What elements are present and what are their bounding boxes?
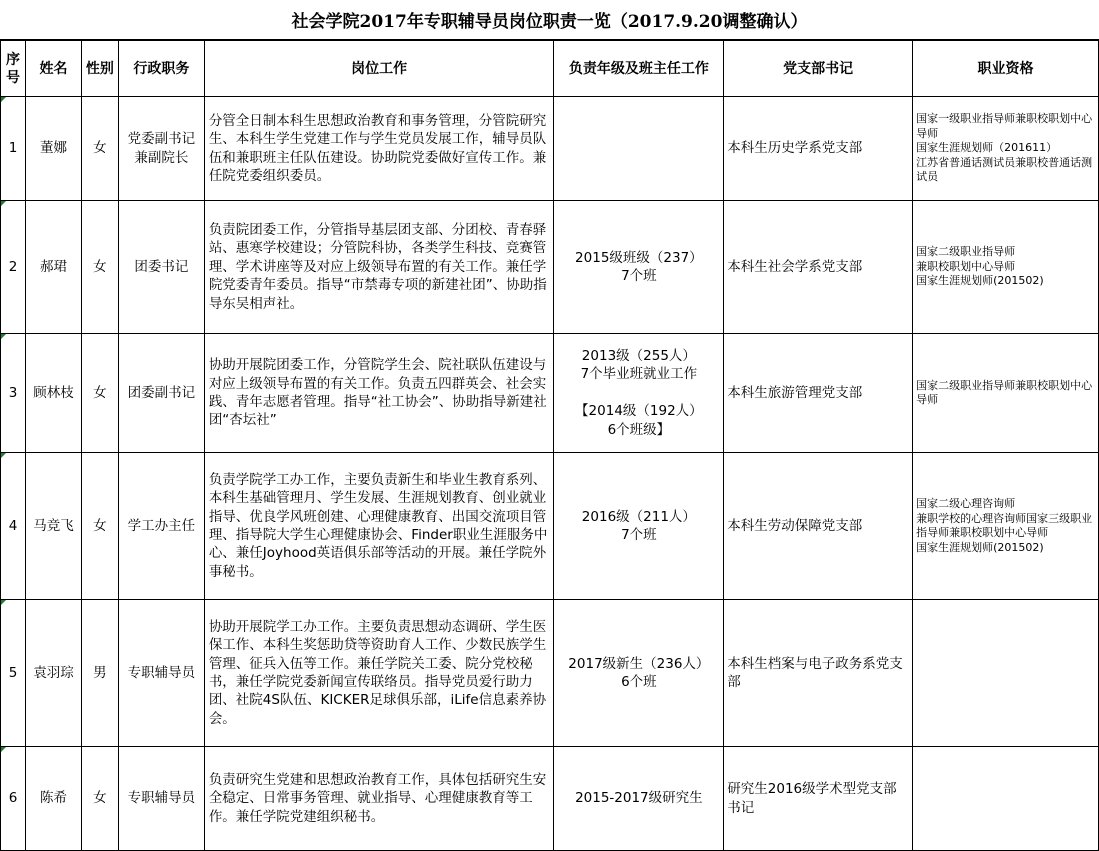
- cell-party[interactable]: 本科生旅游管理党支部: [724, 334, 913, 453]
- cell-name[interactable]: 董娜: [25, 97, 81, 201]
- cell-gender[interactable]: 男: [81, 600, 118, 747]
- cell-grade[interactable]: 2017级新生（236人） 6个班: [554, 600, 724, 747]
- cell-party[interactable]: 研究生2016级学术型党支部书记: [724, 747, 913, 851]
- table-row: [1, 97, 1099, 201]
- cell-no[interactable]: 2: [1, 201, 26, 334]
- table-row: [1, 334, 1099, 453]
- cell-duty[interactable]: 负责院团委工作，分管指导基层团支部、分团校、青春驿站、惠寒学校建设；分管院科协，各类学生科技、竞赛管理、学术讲座等及对应上级领导布置的有关工作。兼任学院党委青年委员。指导“市禁毒专项的新建社团”、协助指导东吴相声社。: [204, 201, 554, 334]
- cell-grade[interactable]: 2015级班级（237） 7个班: [554, 201, 724, 334]
- cell-grade[interactable]: [554, 97, 724, 201]
- header-party: 党支部书记: [724, 41, 913, 97]
- cell-gender[interactable]: 女: [81, 201, 118, 334]
- cell-no[interactable]: 3: [1, 334, 26, 453]
- cell-position[interactable]: 学工办主任: [118, 453, 204, 600]
- cell-name[interactable]: 袁羽琮: [25, 600, 81, 747]
- cell-gender[interactable]: 女: [81, 747, 118, 851]
- cell-qual[interactable]: 国家一级职业指导师兼职校职划中心导师 国家生涯规划师（201611） 江苏省普通话测试员兼职校普通话测试员: [913, 97, 1099, 201]
- header-duty: 岗位工作: [204, 41, 554, 97]
- cell-gender[interactable]: 女: [81, 334, 118, 453]
- cell-qual[interactable]: 国家二级职业指导师兼职校职划中心导师: [913, 334, 1099, 453]
- cell-gender[interactable]: 女: [81, 453, 118, 600]
- cell-position[interactable]: 党委副书记兼副院长: [118, 97, 204, 201]
- cell-party[interactable]: 本科生历史学系党支部: [724, 97, 913, 201]
- cell-party[interactable]: 本科生社会学系党支部: [724, 201, 913, 334]
- cell-duty[interactable]: 分管全日制本科生思想政治教育和事务管理，分管院研究生、本科生学生党建工作与学生党员发展工作，辅导员队伍和兼职班主任队伍建设。协助院党委做好宣传工作。兼任院党委组织委员。: [204, 97, 554, 201]
- cell-qual[interactable]: [913, 600, 1099, 747]
- header-qual: 职业资格: [913, 41, 1099, 97]
- header-grade: 负责年级及班主任工作: [554, 41, 724, 97]
- cell-no[interactable]: 4: [1, 453, 26, 600]
- table-row: [1, 453, 1099, 600]
- cell-no[interactable]: 6: [1, 747, 26, 851]
- cell-duty[interactable]: 协助开展院团委工作，分管院学生会、院社联队伍建设与对应上级领导布置的有关工作。负责五四群英会、社会实践、青年志愿者管理。指导“社工协会”、协助指导新建社团“杏坛社”: [204, 334, 554, 453]
- cell-grade[interactable]: 2013级（255人） 7个毕业班就业工作 【2014级（192人） 6个班级】: [554, 334, 724, 453]
- header-position: 行政职务: [118, 41, 204, 97]
- cell-grade[interactable]: 2015-2017级研究生: [554, 747, 724, 851]
- cell-position[interactable]: 团委书记: [118, 201, 204, 334]
- table-row: [1, 201, 1099, 334]
- cell-grade[interactable]: 2016级（211人） 7个班: [554, 453, 724, 600]
- cell-qual[interactable]: [913, 747, 1099, 851]
- duty-table: [0, 40, 1099, 851]
- cell-qual[interactable]: 国家二级职业指导师 兼职校职划中心导师 国家生涯规划师(201502): [913, 201, 1099, 334]
- cell-party[interactable]: 本科生劳动保障党支部: [724, 453, 913, 600]
- cell-duty[interactable]: 协助开展院学工办工作。主要负责思想动态调研、学生医保工作、本科生奖惩助贷等资助育人工作、少数民族学生管理、征兵入伍等工作。兼任学院关工委、院分党校秘书，兼任学院党委新闻宣传联络员。指导党员爱行助力团、社院4S队伍、KICKER足球俱乐部，iLife信息素养协会。: [204, 600, 554, 747]
- header-no: 序号: [1, 41, 26, 97]
- header-gender: 性别: [81, 41, 118, 97]
- cell-no[interactable]: 1: [1, 97, 26, 201]
- cell-duty[interactable]: 负责学院学工办工作，主要负责新生和毕业生教育系列、本科生基础管理月、学生发展、生涯规划教育、创业就业指导、优良学风班创建、心理健康教育、出国交流项目管理、指导院大学生心理健康协会、Finder职业生涯服务中心、兼任Joyhood英语俱乐部等活动的开展。兼任学院外事秘书。: [204, 453, 554, 600]
- cell-position[interactable]: 专职辅导员: [118, 600, 204, 747]
- cell-name[interactable]: 顾林枝: [25, 334, 81, 453]
- cell-position[interactable]: 专职辅导员: [118, 747, 204, 851]
- cell-name[interactable]: 陈希: [25, 747, 81, 851]
- table-row: [1, 600, 1099, 747]
- table-row: [1, 747, 1099, 851]
- header-row: [1, 41, 1099, 97]
- header-name: 姓名: [25, 41, 81, 97]
- cell-party[interactable]: 本科生档案与电子政务系党支部: [724, 600, 913, 747]
- cell-no[interactable]: 5: [1, 600, 26, 747]
- cell-gender[interactable]: 女: [81, 97, 118, 201]
- cell-qual[interactable]: 国家二级心理咨询师 兼职学校的心理咨询师国家三级职业指导师兼职校职划中心导师 国家生涯规划师(201502): [913, 453, 1099, 600]
- cell-name[interactable]: 马竞飞: [25, 453, 81, 600]
- sheet-title: 社会学院2017年专职辅导员岗位职责一览（2017.9.20调整确认）: [0, 0, 1099, 40]
- cell-duty[interactable]: 负责研究生党建和思想政治教育工作，具体包括研究生安全稳定、日常事务管理、就业指导、心理健康教育等工作。兼任学院党建组织秘书。: [204, 747, 554, 851]
- cell-name[interactable]: 郝珺: [25, 201, 81, 334]
- cell-position[interactable]: 团委副书记: [118, 334, 204, 453]
